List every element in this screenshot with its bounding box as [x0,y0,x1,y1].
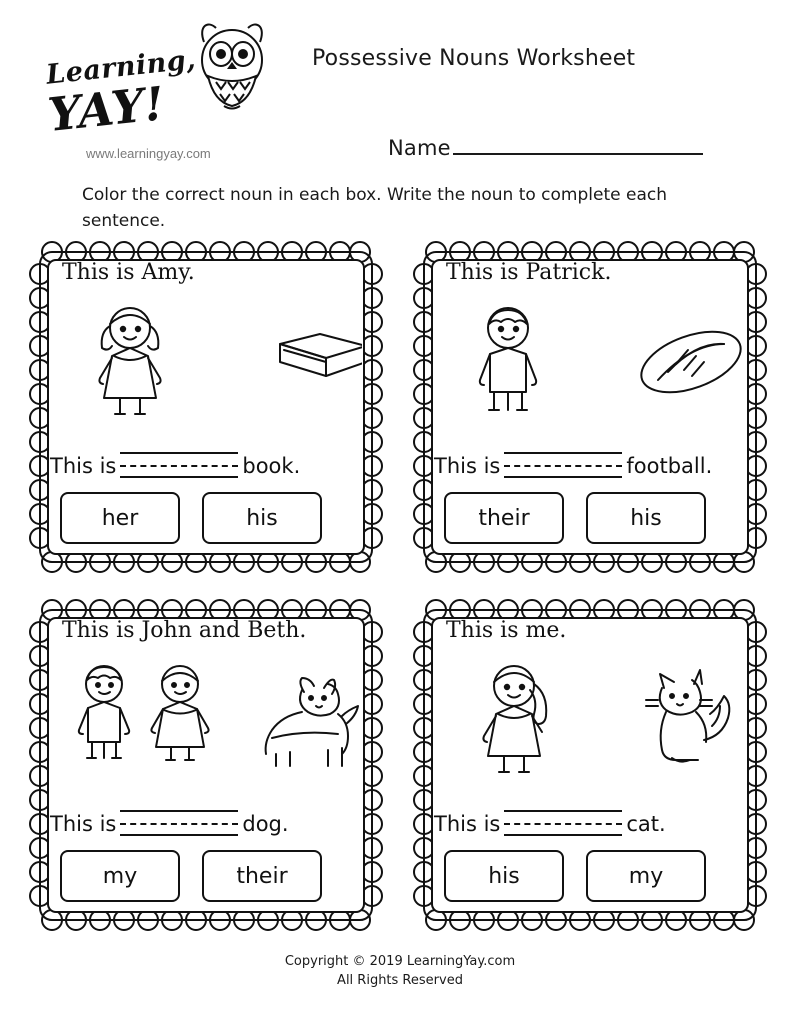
choice-option[interactable]: his [202,492,322,544]
choice-option[interactable]: her [60,492,180,544]
sentence-suffix: dog. [242,812,289,836]
card-choices [444,850,740,902]
sentence-prefix: This is [50,454,117,478]
brand-logo [38,14,288,174]
card-choices [60,850,356,902]
football-icon [633,320,746,404]
card-artwork [436,654,746,784]
card-title: This is me. [446,618,567,643]
logo-line-2: YAY! [45,76,167,142]
owl-icon [190,16,274,112]
card-artwork [52,296,362,426]
worksheet-grid [20,238,780,958]
worksheet-card [26,238,386,576]
girl-icon [99,308,160,414]
card-artwork [436,296,746,426]
worksheet-card [410,238,770,576]
dog-icon [266,678,358,766]
choice-option[interactable]: my [60,850,180,902]
name-label: Name [388,136,451,160]
card-choices [60,492,356,544]
page-header [0,0,800,180]
sentence-blank[interactable] [120,452,238,478]
logo-url: www.learningyay.com [86,146,211,161]
instructions-text: Color the correct noun in each box. Write the noun to complete each sentence. [82,185,667,231]
card-sentence [434,790,746,836]
sentence-suffix: football. [626,454,713,478]
worksheet-card [26,596,386,934]
name-blank-line[interactable] [453,139,703,155]
card-title: This is Patrick. [446,260,612,285]
choice-option[interactable]: his [444,850,564,902]
logo-line-1: Learning, [44,44,198,91]
girl-icon [483,666,546,772]
name-field [388,136,703,160]
choice-option[interactable]: their [202,850,322,902]
card-choices [444,492,740,544]
copyright-text: Copyright © 2019 LearningYay.com [284,954,516,969]
card-title: This is Amy. [62,260,195,285]
sentence-suffix: book. [242,454,301,478]
cat-icon [646,670,729,762]
sentence-prefix: This is [434,812,501,836]
sentence-prefix: This is [50,812,117,836]
choice-option[interactable]: their [444,492,564,544]
sentence-blank[interactable] [120,810,238,836]
sentence-blank[interactable] [504,452,622,478]
book-icon [280,334,362,376]
rights-text: All Rights Reserved [337,973,463,988]
choice-option[interactable]: my [586,850,706,902]
worksheet-card [410,596,770,934]
sentence-blank[interactable] [504,810,622,836]
card-artwork [52,654,362,784]
card-sentence [50,432,362,478]
sentence-prefix: This is [434,454,501,478]
boy-icon [79,666,129,758]
page-title: Possessive Nouns Worksheet [312,46,636,71]
card-title: This is John and Beth. [62,618,307,643]
choice-option[interactable]: his [586,492,706,544]
card-sentence [50,790,362,836]
card-sentence [434,432,746,478]
boy-icon [480,308,536,410]
sentence-suffix: cat. [626,812,666,836]
page-footer [0,952,800,990]
girl-icon [151,666,208,760]
